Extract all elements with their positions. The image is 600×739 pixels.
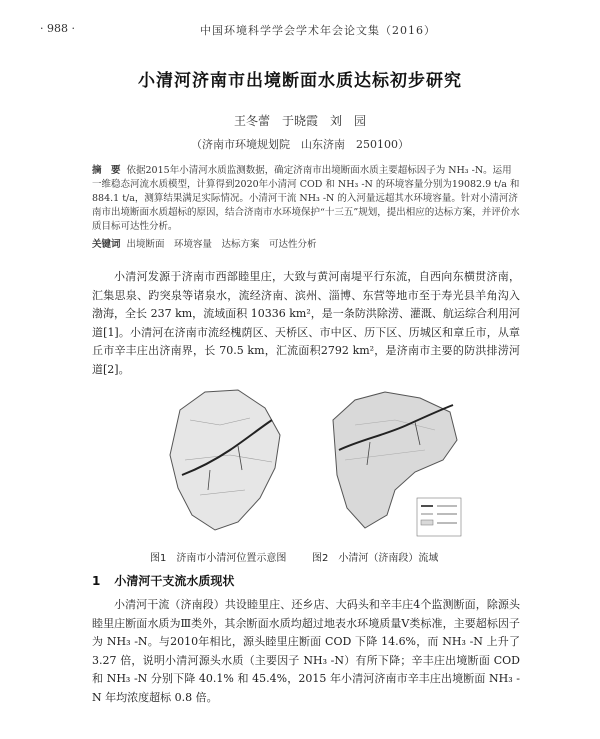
authors: 王冬蕾 于晓霞 刘 园 — [233, 114, 366, 128]
section-number: 1 — [92, 574, 101, 588]
legend — [417, 498, 461, 536]
abstract-label: 摘 要 — [92, 165, 121, 176]
abstract — [92, 164, 520, 234]
intro-paragraph: 小清河发源于济南市西部睦里庄，大致与黄河南堤平行东流，自西向东横贯济南，汇集思泉、趵突泉等诸泉水，流经济南、滨州、淄博、东营等地市至于寿光县羊角沟入渤海，全长 237 km，流域面积 10336 km²，是一条防洪除涝、灌溉、航运综合利用河道[1]。小清河在济南市流经槐荫区、天桥区、市中区、历下区、历城区和章丘市，从章丘市辛丰庄出济南界，长 70.5 km，汇流面积2792 km²，是济南市主要的防洪排涝河道[2]。 — [92, 270, 520, 376]
figure-1-caption: 图1 济南市小清河位置示意图 — [150, 553, 287, 564]
figure-2-map — [325, 380, 463, 540]
section-heading — [92, 572, 234, 589]
page-number: · 988 · — [40, 22, 75, 35]
figure-1-map — [160, 380, 292, 535]
affiliation: （济南市环境规划院 山东济南 250100） — [191, 138, 409, 151]
keywords — [92, 236, 520, 250]
figure-2-caption: 图2 小清河（济南段）流域 — [312, 553, 439, 564]
paper-title: 小清河济南市出境断面水质达标初步研究 — [138, 71, 462, 91]
keywords-label: 关键词 — [92, 239, 121, 250]
abstract-text: 依据2015年小清河水质监测数据，确定济南市出境断面水质主要超标因子为 NH₃ -N。运用一维稳态河流水质模型，计算得到2020年小清河 COD 和 NH₃ -N 的环境容量分别为19082.9 t/a 和884.1 t/a，测算结果满足实际情况。小清河干流 NH₃ -N 的入河量远超其水环境容量。针对小清河济南市出境断面水质超标的原因，结合济南市水环境保护“十三五”规划，提出相应的达标方案，并评价水质目标可达性分析。 — [92, 165, 520, 232]
section-paragraph: 小清河干流（济南段）共设睦里庄、还乡店、大码头和辛丰庄4个监测断面，除源头睦里庄断面水质为Ⅲ类外，其余断面水质均超过地表水环境质量Ⅴ类标准，主要超标因子为 NH₃ -N。与2010年相比，源头睦里庄断面 COD 下降 14.6%，而 NH₃ -N 上升了 3.27 倍，说明小清河源头水质（主要因子 NH₃ -N）有所下降；辛丰庄出境断面 COD 和 NH₃ -N 分别下降 40.1% 和 45.4%，2015 年小清河济南市辛丰庄出境断面 NH₃ -N 年均浓度超标 0.8 倍。 — [92, 598, 520, 704]
journal-header: 中国环境科学学会学术年会论文集（2016） — [200, 24, 436, 37]
keywords-text: 出境断面 环境容量 达标方案 可达性分析 — [126, 239, 317, 250]
section-title: 小清河干支流水质现状 — [114, 574, 235, 588]
